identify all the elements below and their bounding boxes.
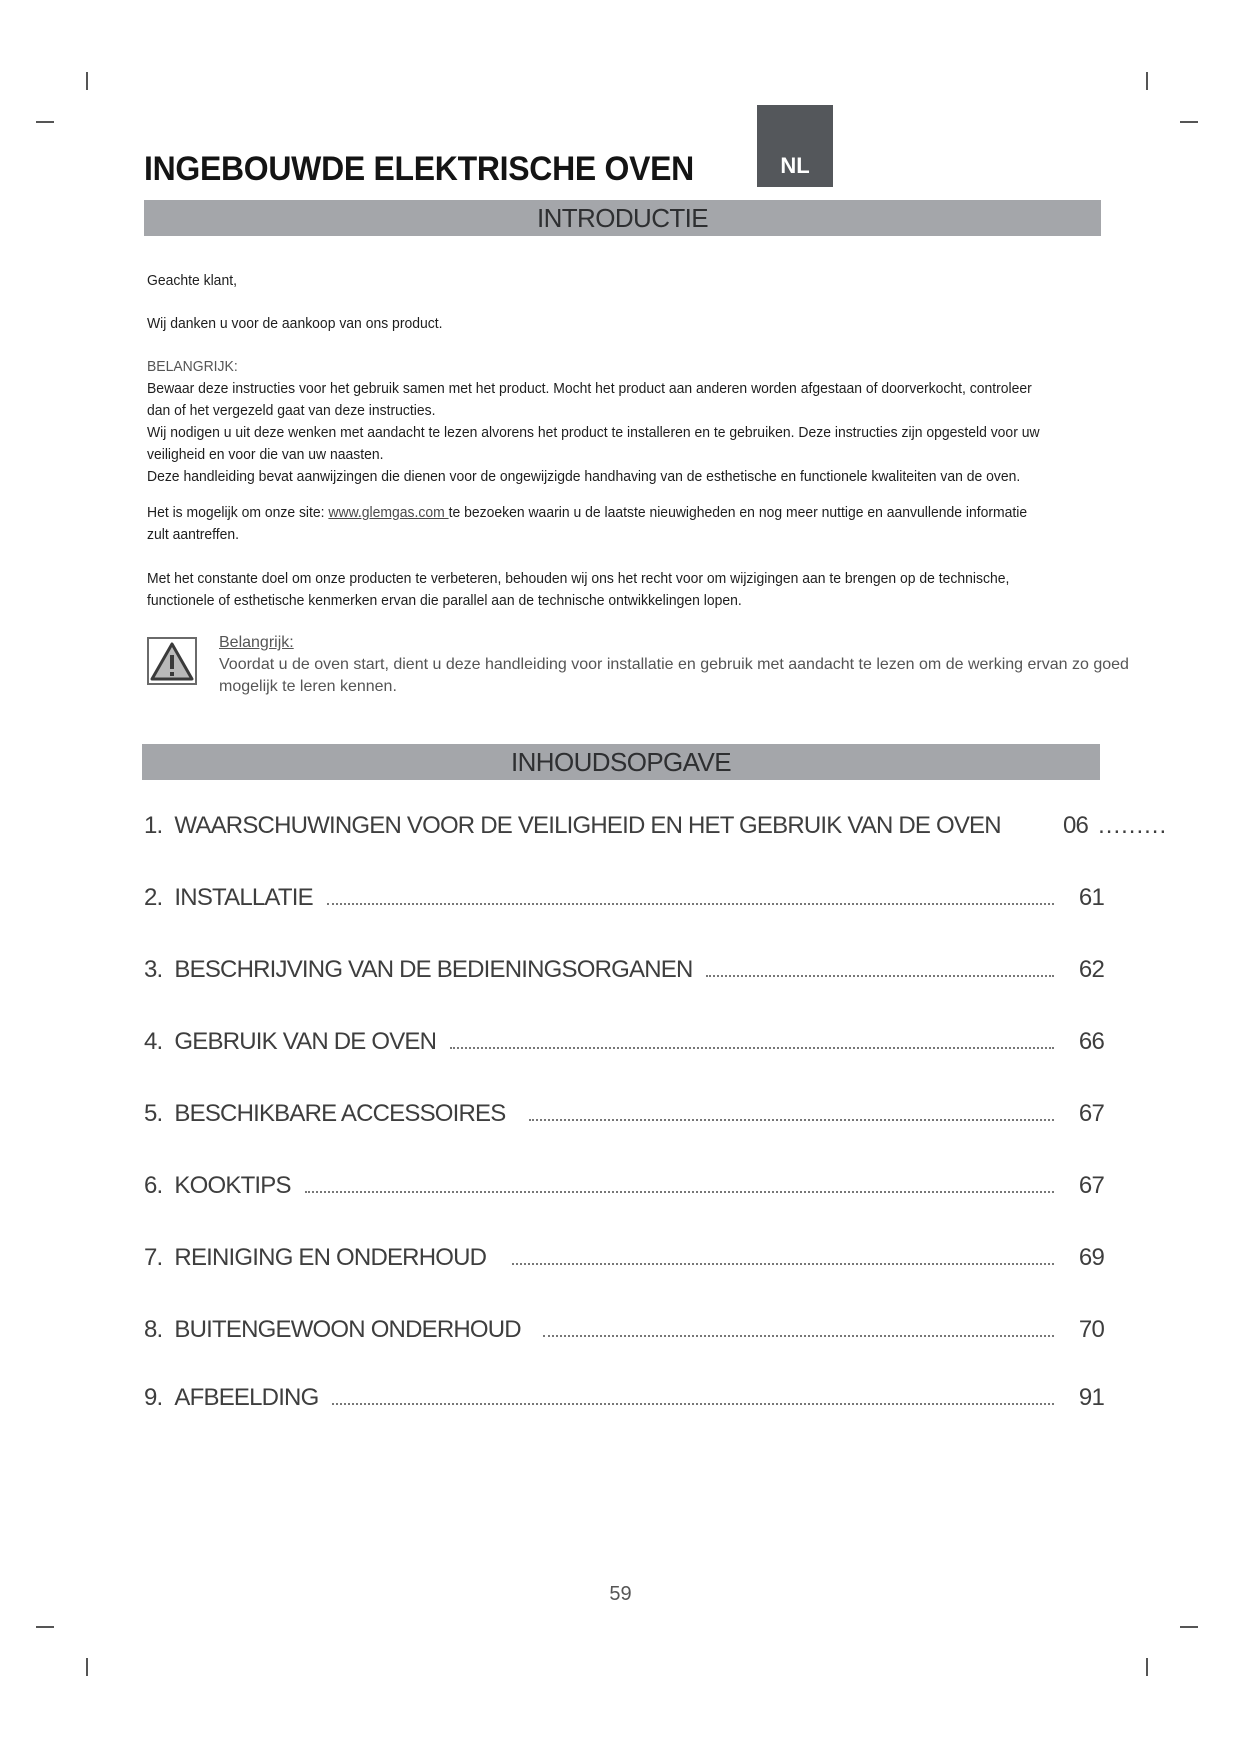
warning-icon [147,637,197,685]
dot-leader [305,1191,1054,1193]
toc-page: 66 [1078,1028,1104,1055]
toc-item-6[interactable]: 6. KOOKTIPS 67 [144,1172,1104,1199]
dot-leader [450,1047,1054,1049]
intro-paragraph-1: Bewaar deze instructies voor het gebruik samen met het product. Mocht het product aan anderen worden afgestaan of doorverkocht, controleer dan of het vergezeld gaat van deze instructies. [147,380,1032,419]
toc-item-9[interactable]: 9. AFBEELDING 91 [144,1384,1104,1411]
dot-leader [512,1263,1054,1265]
toc-page: 91 [1078,1384,1104,1411]
toc-item-3[interactable]: 3. BESCHRIJVING VAN DE BEDIENINGSORGANEN 62 [144,956,1104,983]
important-block [147,356,1040,488]
crop-mark [1180,1626,1198,1628]
toc-item-2[interactable]: 2. INSTALLATIE 61 [144,884,1104,911]
toc-item-4[interactable]: 4. GEBRUIK VAN DE OVEN 66 [144,1028,1104,1055]
crop-mark [36,1626,54,1628]
toc-page: 62 [1078,956,1104,983]
crop-mark [1180,121,1198,123]
toc-item-1[interactable]: 1. WAARSCHUWINGEN VOOR DE VEILIGHEID EN HET GEBRUIK VAN DE OVEN 06 ......... [144,812,1168,839]
dot-leader [543,1335,1054,1337]
dot-leader [332,1403,1054,1405]
toc-item-7[interactable]: 7. REINIGING EN ONDERHOUD 69 [144,1244,1104,1271]
intro-section-header: INTRODUCTIE [144,200,1101,236]
crop-mark [1146,72,1148,90]
intro-paragraph-3: Deze handleiding bevat aanwijzingen die dienen voor de ongewijzigde handhaving van de esthetische en functionele kwaliteiten van de oven. [147,468,1021,485]
dot-leader [529,1119,1054,1121]
toc-page: 69 [1078,1244,1104,1271]
important-label: BELANGRIJK: [147,358,238,375]
crop-mark [36,121,54,123]
thanks-text: Wij danken u voor de aankoop van ons product. [147,315,443,332]
dot-leader [327,903,1054,905]
warning-label: Belangrijk: [219,634,294,651]
intro-paragraph-2: Wij nodigen u uit deze wenken met aandacht te lezen alvorens het product te installeren en te gebruiken. Deze instructies zijn opgesteld voor uw veiligheid en voor die van uw naasten. [147,424,1040,463]
toc-item-5[interactable]: 5. BESCHIKBARE ACCESSOIRES 67 [144,1100,1104,1127]
page-number: 59 [609,1583,632,1605]
page-title: INGEBOUWDE ELEKTRISCHE OVEN [144,150,694,188]
language-badge: NL [757,105,833,187]
dot-leader [706,975,1054,977]
toc-item-8[interactable]: 8. BUITENGEWOON ONDERHOUD 70 [144,1316,1104,1343]
toc-section-header: INHOUDSOPGAVE [142,744,1100,780]
toc-page: 67 [1078,1100,1104,1127]
crop-mark [86,72,88,90]
website-link[interactable]: www.glemgas.com [328,504,449,521]
crop-mark [1146,1658,1148,1676]
warning-body: Voordat u de oven start, dient u deze handleiding voor installatie en gebruik met aandacht te lezen om de werking ervan zo goed mogelijk te leren kennen. [219,656,1129,695]
greeting: Geachte klant, [147,272,237,289]
toc-page: 70 [1078,1316,1104,1343]
toc-page: 06 [1063,812,1089,839]
toc-page: 61 [1078,884,1104,911]
crop-mark [86,1658,88,1676]
toc-page: 67 [1078,1172,1104,1199]
improvement-paragraph: Met het constante doel om onze producten te verbeteren, behouden wij ons het recht voor om wijzigingen aan te brengen op de technische, functionele of esthetische kenmerken ervan die parallel aan de technische ontwikkelingen lopen. [147,570,1010,609]
website-paragraph: Het is mogelijk om onze site: www.glemgas.com te bezoeken waarin u de laatste nieuwigheden en nog meer nuttige en aanvullende informatie zult aantreffen. [147,504,1028,543]
warning-text [219,632,1129,698]
